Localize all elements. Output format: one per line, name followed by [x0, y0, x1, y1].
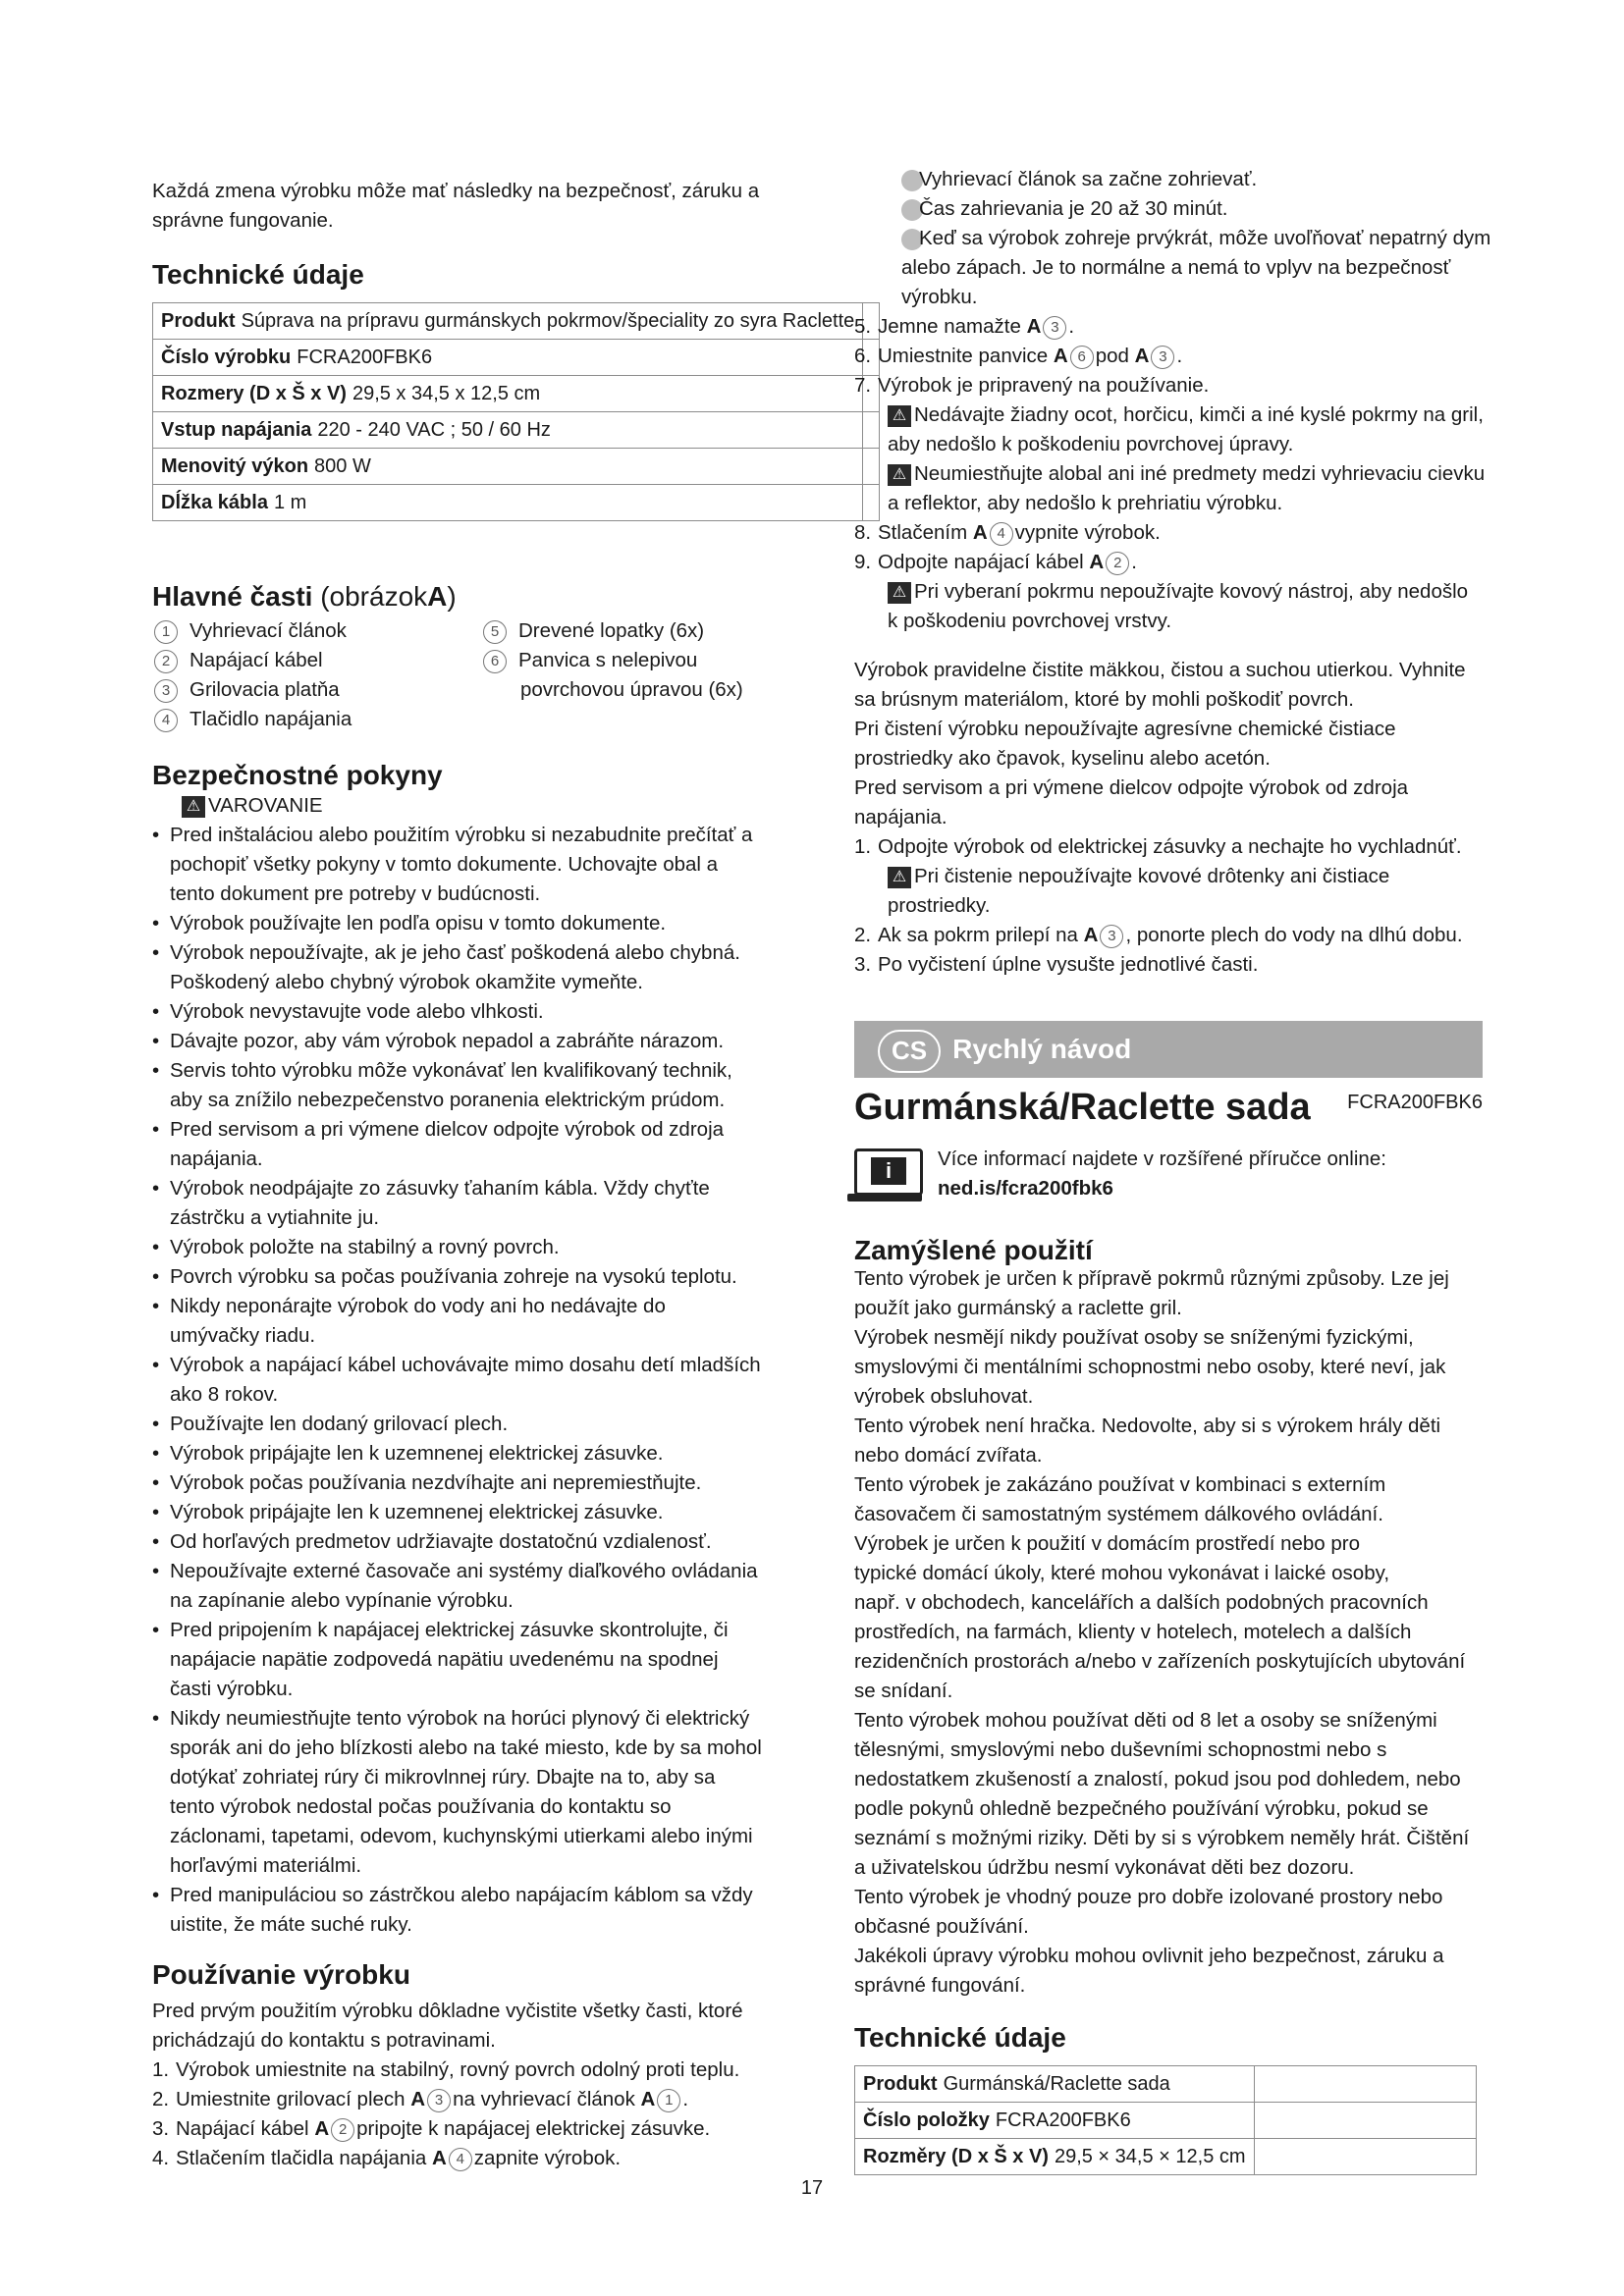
tech-specs-heading: Technické údaje: [152, 259, 364, 290]
part-item: [481, 675, 776, 705]
cleaning-line: Pred servisom a pri výmene dielcov odpojte výrobok od zdroja: [854, 776, 1409, 799]
intended-line: použít jako gurmánský a raclette gril.: [854, 1297, 1182, 1319]
cleaning-line: Pri čistení výrobku nepoužívajte agresívne chemické čistiace: [854, 718, 1396, 740]
intended-line: smyslovými či mentálními schopnostmi nebo osoby, které neví, jak: [854, 1356, 1446, 1378]
cs-tech-label: Číslo položky: [863, 2109, 990, 2131]
bullet-dot: •: [152, 1501, 160, 1523]
safety-line: Výrobok neodpájajte zo zásuvky ťahaním kábla. Vždy chyťte: [170, 1177, 710, 1200]
cs-tech-heading: Technické údaje: [854, 2022, 1066, 2053]
step-number: 2.: [152, 2088, 170, 2110]
heating-note: [901, 224, 1491, 253]
intended-line: seznámí s možnými riziky. Děti by si s výrobkem neměly hrát. Čištění: [854, 1827, 1470, 1849]
reference-number: 3: [154, 679, 178, 703]
step-text: Odpojte napájací kábel: [878, 551, 1084, 573]
warning-icon: ⚠: [888, 582, 911, 604]
main-parts-figure-close: ): [447, 581, 457, 612]
bullet-dot: •: [152, 941, 160, 964]
heating-note: [901, 165, 1483, 194]
step-text: Umiestnite grilovací plech: [176, 2088, 406, 2110]
tech-cell-left: [153, 449, 863, 485]
safety-line: Pred manipuláciou so zástrčkou alebo napájacím káblom sa vždy: [170, 1884, 753, 1906]
step-number: 8.: [854, 521, 872, 544]
safety-line: sporák ani do jeho blízkosti alebo na také miesto, kde by sa mohol: [170, 1736, 762, 1759]
bullet-dot: •: [152, 1295, 160, 1317]
step-text: .: [1131, 551, 1137, 573]
tech-value: 220 - 240 VAC ; 50 / 60 Hz: [317, 419, 551, 441]
safety-line: Povrch výrobku sa počas používania zohreje na vysokú teplotu.: [170, 1265, 737, 1288]
safety-line: Dávajte pozor, aby vám výrobok nepadol a zabráňte nárazom.: [170, 1030, 725, 1052]
cs-tech-value: FCRA200FBK6: [995, 2109, 1131, 2131]
reference-number: 2: [154, 650, 178, 673]
step-text: Stlačením: [878, 521, 968, 544]
safety-line: horľavými materiálmi.: [170, 1854, 362, 1877]
cleaning-line: prostriedky ako čpavok, kyselinu alebo acetón.: [854, 747, 1271, 770]
safety-line: napájania.: [170, 1148, 263, 1170]
cs-tech-cell-left: [855, 2066, 1255, 2103]
cs-tech-cell-left: [855, 2103, 1255, 2139]
part-label: Drevené lopatky (6x): [518, 619, 705, 642]
warning-line: [888, 400, 1483, 430]
step-number: 9.: [854, 551, 872, 573]
note-text: Čas zahrievania je 20 až 30 minút.: [919, 197, 1228, 220]
manual-info-icon-base: [847, 1194, 922, 1201]
bullet-dot: •: [152, 1707, 160, 1730]
main-parts-heading: [152, 579, 457, 614]
bullet-dot: •: [152, 1354, 160, 1376]
bullet-dot: •: [152, 1413, 160, 1435]
warning-text: prostriedky.: [888, 894, 991, 917]
safety-heading: Bezpečnostné pokyny: [152, 760, 443, 790]
intended-line: Výrobek je určen k použití v domácím prostředí nebo pro: [854, 1532, 1361, 1555]
safety-line: Výrobok počas používania nezdvíhajte ani nepremiestňujte.: [170, 1471, 702, 1494]
intended-line: nedostatkem zkušeností a znalostí, pokud jsou pod dohledem, nebo: [854, 1768, 1461, 1790]
safety-line: Výrobok a napájací kábel uchovávajte mimo dosahu detí mladších: [170, 1354, 761, 1376]
safety-line: napájacie napätie zodpovedá napätiu uvedenému na spodnej: [170, 1648, 719, 1671]
tech-cell-left: [153, 485, 863, 521]
intro-text: Každá zmena výrobku môže mať následky na bezpečnosť, záruku a správne fungovanie.: [152, 180, 760, 232]
usage-step: [152, 2056, 776, 2085]
reference-number: 3: [427, 2089, 451, 2112]
safety-line: Používajte len dodaný grilovací plech.: [170, 1413, 509, 1435]
step-text: vypnite výrobok.: [1014, 521, 1161, 544]
cs-tech-row: [855, 2066, 1477, 2103]
warning-icon: ⚠: [888, 464, 911, 486]
cleaning-step: [854, 950, 1483, 980]
tech-cell-left: [153, 303, 863, 340]
cs-tech-row: [855, 2139, 1477, 2175]
safety-line: Výrobok používajte len podľa opisu v tomto dokumente.: [170, 912, 667, 934]
safety-line: Pred pripojením k napájacej elektrickej zásuvke skontrolujte, či: [170, 1619, 729, 1641]
cs-banner: [854, 1021, 1483, 1078]
figure-letter: A: [1089, 551, 1105, 573]
step-number: 3.: [854, 953, 872, 976]
part-item: [152, 705, 776, 734]
warning-icon: ⚠: [888, 405, 911, 427]
reference-number: 5: [483, 620, 507, 644]
warning-line: [888, 891, 1483, 921]
warning-text: Nedávajte žiadny ocot, horčicu, kimči a iné kyslé pokrmy na gril,: [914, 403, 1484, 426]
tech-row: [153, 449, 880, 485]
warning-text: a reflektor, aby nedošlo k prehriatiu výrobku.: [888, 492, 1283, 514]
step-text: Odpojte výrobok od elektrickej zásuvky a nechajte ho vychladnúť.: [878, 835, 1462, 858]
note-text: alebo zápach. Je to normálne a nemá to vplyv na bezpečnosť: [901, 256, 1451, 279]
intended-line: Tento výrobek není hračka. Nedovolte, aby si s výrokem hrály děti: [854, 1415, 1441, 1437]
part-label: Vyhrievací článok: [189, 619, 347, 642]
safety-line: uistite, že máte suché ruky.: [170, 1913, 412, 1936]
figure-letter: A: [314, 2117, 330, 2140]
intended-line: Tento výrobek je zakázáno používat v kombinaci s externím: [854, 1473, 1386, 1496]
cs-tech-cell-right: [1254, 2066, 1476, 2103]
cs-tech-value: Gurmánská/Raclette sada: [943, 2073, 1170, 2095]
info-link[interactable]: ned.is/fcra200fbk6: [938, 1177, 1113, 1200]
bullet-dot: •: [152, 1000, 160, 1023]
part-item: [481, 616, 776, 646]
intended-line: Tento výrobek je vhodný pouze pro dobře izolované prostory nebo: [854, 1886, 1443, 1908]
tech-label: Produkt: [161, 310, 236, 332]
tech-label: Rozmery (D x Š x V): [161, 383, 347, 404]
usage-step: [854, 518, 1483, 548]
warning-line: [888, 459, 1486, 489]
tech-value: 1 m: [273, 492, 307, 513]
bullet-dot: •: [152, 1471, 160, 1494]
usage-step: [854, 342, 1483, 371]
cleaning-line: napájania.: [854, 806, 947, 828]
heating-note: [901, 194, 1483, 224]
cs-tech-cell-left: [855, 2139, 1255, 2175]
safety-line: Výrobok pripájajte len k uzemnenej elektrickej zásuvke.: [170, 1501, 664, 1523]
note-text: výrobku.: [901, 286, 978, 308]
reference-number: 3: [1043, 316, 1066, 340]
tech-specs-table: [152, 302, 880, 521]
warning-line: [888, 430, 1483, 459]
heating-note: [901, 283, 1483, 312]
part-label: Tlačidlo napájania: [189, 708, 352, 730]
safety-line: Výrobok nepoužívajte, ak je jeho časť poškodená alebo chybná.: [170, 941, 740, 964]
intended-use-heading: Zamýšlené použití: [854, 1235, 1093, 1265]
warning-line: [888, 862, 1483, 891]
safety-line: dotýkať zohriatej rúry či mikrovlnnej rúry. Dbajte na to, aby sa: [170, 1766, 716, 1789]
cs-tech-label: Produkt: [863, 2073, 938, 2095]
cleaning-step: [854, 832, 1483, 862]
intended-line: občasné používání.: [854, 1915, 1029, 1938]
tech-row: [153, 340, 880, 376]
safety-line: Poškodený alebo chybný výrobok okamžite vymeňte.: [170, 971, 644, 993]
safety-line: Pred inštaláciou alebo použitím výrobku si nezabudnite prečítať a: [170, 824, 753, 846]
cs-tech-label: Rozměry (D x Š x V): [863, 2146, 1049, 2167]
usage-step: [152, 2085, 776, 2114]
cs-tech-value: 29,5 × 34,5 × 12,5 cm: [1054, 2146, 1246, 2167]
reference-number: 4: [449, 2148, 472, 2171]
tech-cell-left: [153, 412, 863, 449]
bullet-dot: •: [152, 1560, 160, 1582]
reference-number: 2: [331, 2118, 354, 2142]
reference-number: 1: [154, 620, 178, 644]
warning-text: Neumiestňujte alobal ani iné predmety medzi vyhrievaciu cievku: [914, 462, 1486, 485]
bullet-dot: •: [152, 1177, 160, 1200]
step-text: Výrobok umiestnite na stabilný, rovný povrch odolný proti teplu.: [176, 2058, 740, 2081]
intended-line: se snídaní.: [854, 1680, 953, 1702]
safety-line: ako 8 rokov.: [170, 1383, 279, 1406]
step-text: zapnite výrobok.: [473, 2147, 622, 2169]
tech-label: Menovitý výkon: [161, 455, 309, 477]
cs-banner-title: Rychlý návod: [952, 1034, 1132, 1064]
figure-letter: A: [640, 2088, 656, 2110]
part-label: Napájací kábel: [189, 649, 323, 671]
page-number: 17: [800, 2177, 824, 2199]
usage-step: [854, 548, 1483, 577]
reference-number: 2: [1106, 552, 1129, 575]
cs-tech-cell-right: [1254, 2103, 1476, 2139]
tech-cell-right: [863, 449, 880, 485]
safety-line: Nikdy neponárajte výrobok do vody ani ho nedávajte do: [170, 1295, 666, 1317]
reference-number: 4: [154, 709, 178, 732]
intended-line: podle pokynů ohledně bezpečného používání výrobku, pokud se: [854, 1797, 1429, 1820]
safety-line: pochopiť všetky pokyny v tomto dokumente. Uchovajte obal a: [170, 853, 719, 876]
warning-row: [152, 791, 776, 821]
step-text: .: [682, 2088, 689, 2110]
warning-text: Pri čistenie nepoužívajte kovové drôtenky ani čistiace: [914, 865, 1390, 887]
safety-line: časti výrobku.: [170, 1678, 294, 1700]
tech-cell-left: [153, 340, 863, 376]
cleaning-step: [854, 921, 1483, 950]
intended-line: tělesnými, smyslovými nebo duševními schopnostmi nebo s: [854, 1738, 1387, 1761]
figure-letter: A: [1083, 924, 1099, 946]
step-text: .: [1176, 345, 1183, 367]
warning-text: k poškodeniu povrchovej vrstvy.: [888, 610, 1172, 632]
tech-label: Vstup napájania: [161, 419, 312, 441]
intended-line: rezidenčních prostorách a/nebo v zařízeních poskytujících ubytování: [854, 1650, 1466, 1673]
warning-line: [888, 607, 1483, 636]
step-text: , ponorte plech do vody na dlhú dobu.: [1125, 924, 1463, 946]
part-label: povrchovou úpravou (6x): [520, 678, 743, 701]
safety-line: Nikdy neumiestňujte tento výrobok na horúci plynový či elektrický: [170, 1707, 750, 1730]
part-item: [481, 646, 776, 675]
safety-line: Výrobok nevystavujte vode alebo vlhkosti.: [170, 1000, 544, 1023]
warning-icon: ⚠: [182, 796, 205, 818]
warning-text: aby nedošlo k poškodeniu povrchovej úpravy.: [888, 433, 1294, 455]
reference-number: 6: [483, 650, 507, 673]
intended-line: Tento výrobek je určen k přípravě pokrmů různými způsoby. Lze jej: [854, 1267, 1449, 1290]
safety-line: Servis tohto výrobku môže vykonávať len kvalifikovaný technik,: [170, 1059, 732, 1082]
figure-letter: A: [410, 2088, 426, 2110]
cleaning-line: sa brúsnym materiálom, ktoré by mohli poškodiť povrch.: [854, 688, 1354, 711]
bullet-dot: •: [152, 1059, 160, 1082]
safety-line: Od horľavých predmetov udržiavajte dostatočnú vzdialenosť.: [170, 1530, 712, 1553]
safety-line: umývačky riadu.: [170, 1324, 316, 1347]
intended-line: Výrobek nesmějí nikdy používat osoby se sníženými fyzickými,: [854, 1326, 1414, 1349]
warning-icon: ⚠: [888, 867, 911, 888]
cs-product-title: Gurmánská/Raclette sada: [854, 1087, 1311, 1128]
bullet-dot: •: [152, 1619, 160, 1641]
tech-cell-right: [863, 412, 880, 449]
part-label: Grilovacia platňa: [189, 678, 340, 701]
note-text: Keď sa výrobok zohreje prvýkrát, môže uvoľňovať nepatrný dym: [919, 227, 1491, 249]
safety-line: Nepoužívajte externé časovače ani systémy diaľkového ovládania: [170, 1560, 758, 1582]
safety-line: Výrobok pripájajte len k uzemnenej elektrickej zásuvke.: [170, 1442, 664, 1465]
cs-tech-table: [854, 2065, 1477, 2175]
safety-line: aby sa znížilo nebezpečenstvo poranenia elektrickým prúdom.: [170, 1089, 726, 1111]
step-text: .: [1068, 315, 1075, 338]
step-text: Ak sa pokrm prilepí na: [878, 924, 1078, 946]
reference-number: 3: [1151, 346, 1174, 369]
intended-line: typické domácí úkoly, které mohou vykonávat i laické osoby,: [854, 1562, 1390, 1584]
usage-step: [854, 371, 1483, 400]
safety-line: Výrobok položte na stabilný a rovný povrch.: [170, 1236, 560, 1258]
figure-letter: A: [1026, 315, 1042, 338]
intended-line: Jakékoli úpravy výrobku mohou ovlivnit jeho bezpečnost, záruku a: [854, 1945, 1444, 1967]
tech-value: Súprava na prípravu gurmánskych pokrmov/špeciality zo syra Raclette: [241, 310, 855, 332]
reference-number: 3: [1100, 925, 1123, 948]
step-text: pripojte k napájacej elektrickej zásuvke.: [356, 2117, 711, 2140]
main-parts-figure: (obrázok: [320, 581, 428, 612]
usage-step: [854, 312, 1483, 342]
step-number: 1.: [854, 835, 872, 858]
reference-number: 1: [657, 2089, 680, 2112]
step-text: Napájací kábel: [176, 2117, 309, 2140]
usage-step: [152, 2114, 776, 2144]
safety-line: Pred servisom a pri výmene dielcov odpojte výrobok od zdroja: [170, 1118, 725, 1141]
tech-label: Číslo výrobku: [161, 347, 292, 368]
step-text: Umiestnite panvice: [878, 345, 1049, 367]
heating-note: [901, 253, 1483, 283]
intended-line: časovačem či samostatným systémem dálkového ovládání.: [854, 1503, 1383, 1525]
cs-model-number: FCRA200FBK6: [1347, 1092, 1483, 1113]
tech-value: 29,5 x 34,5 x 12,5 cm: [352, 383, 541, 404]
warning-line: [888, 577, 1483, 607]
figure-letter: A: [431, 2147, 447, 2169]
main-parts-title: Hlavné časti: [152, 581, 313, 612]
manual-info-icon: i: [854, 1148, 923, 1196]
warning-line: [888, 489, 1483, 518]
safety-line: tento dokument pre potreby v budúcnosti.: [170, 882, 541, 905]
figure-letter: A: [1053, 345, 1068, 367]
intended-line: Tento výrobek mohou používat děti od 8 let a osoby se sníženými: [854, 1709, 1437, 1732]
bullet-dot: •: [152, 1118, 160, 1141]
usage-heading: Používanie výrobku: [152, 1959, 410, 1990]
tech-row: [153, 376, 880, 412]
intended-line: prostředích, na farmách, klienty v hotelech, motelech a dalších: [854, 1621, 1412, 1643]
step-number: 3.: [152, 2117, 170, 2140]
bullet-dot: •: [152, 1884, 160, 1906]
part-label: Panvica s nelepivou: [518, 649, 698, 671]
bullet-dot: •: [152, 1236, 160, 1258]
info-text: Více informací najdete v rozšířené příručce online:: [938, 1148, 1386, 1170]
intended-line: výrobek obsluhovat.: [854, 1385, 1034, 1408]
usage-step: [152, 2144, 776, 2173]
tech-label: Dĺžka kábla: [161, 492, 268, 513]
step-number: 7.: [854, 374, 872, 397]
step-text: Po vyčistení úplne vysušte jednotlivé časti.: [878, 953, 1259, 976]
cs-tech-row: [855, 2103, 1477, 2139]
intended-line: správné fungování.: [854, 1974, 1026, 1997]
note-text: Vyhrievací článok sa začne zohrievať.: [919, 168, 1258, 190]
bullet-dot: •: [152, 824, 160, 846]
step-number: 5.: [854, 315, 872, 338]
step-text: Stlačením tlačidla napájania: [176, 2147, 427, 2169]
step-number: 4.: [152, 2147, 170, 2169]
step-text: Jemne namažte: [878, 315, 1021, 338]
reference-number: 6: [1070, 346, 1094, 369]
intended-line: např. v obchodech, kancelářích a dalších podobných pracovních: [854, 1591, 1429, 1614]
figure-letter: A: [972, 521, 988, 544]
bullet-dot: •: [152, 1030, 160, 1052]
warning-label: VAROVANIE: [208, 794, 323, 817]
bullet-dot: •: [152, 912, 160, 934]
figure-letter: A: [1134, 345, 1150, 367]
bullet-dot: •: [152, 1442, 160, 1465]
bullet-dot: •: [152, 1530, 160, 1553]
step-number: 6.: [854, 345, 872, 367]
bullet-dot: •: [152, 1265, 160, 1288]
tech-row: [153, 485, 880, 521]
safety-line: tento výrobok nedostal počas používania do kontaktu so: [170, 1795, 672, 1818]
step-number: 1.: [152, 2058, 170, 2081]
usage-intro-line: prichádzajú do kontaktu s potravinami.: [152, 2029, 496, 2052]
step-text: Výrobok je pripravený na používanie.: [878, 374, 1210, 397]
tech-cell-left: [153, 376, 863, 412]
reference-number: 4: [990, 522, 1013, 546]
safety-line: zástrčku a vytiahnite ju.: [170, 1206, 380, 1229]
safety-line: záclonami, tapetami, odevom, kuchynskými utierkami alebo inými: [170, 1825, 753, 1847]
tech-row: [153, 303, 880, 340]
cs-language-badge: CS: [878, 1030, 941, 1073]
cs-tech-cell-right: [1254, 2139, 1476, 2175]
tech-cell-right: [863, 485, 880, 521]
step-number: 2.: [854, 924, 872, 946]
tech-value: 800 W: [314, 455, 371, 477]
step-text: pod: [1095, 345, 1129, 367]
warning-text: Pri vyberaní pokrmu nepoužívajte kovový nástroj, aby nedošlo: [914, 580, 1469, 603]
intended-line: a uživatelskou údržbu nesmí vykonávat děti bez dozoru.: [854, 1856, 1355, 1879]
main-parts-figure-letter: A: [427, 581, 448, 612]
usage-intro-line: Pred prvým použitím výrobku dôkladne vyčistite všetky časti, ktoré: [152, 2000, 743, 2022]
step-text: na vyhrievací článok: [453, 2088, 635, 2110]
intended-line: nebo domácí zvířata.: [854, 1444, 1043, 1467]
tech-row: [153, 412, 880, 449]
safety-line: na zapínanie alebo vypínanie výrobku.: [170, 1589, 514, 1612]
tech-value: FCRA200FBK6: [297, 347, 433, 368]
cleaning-line: Výrobok pravidelne čistite mäkkou, čistou a suchou utierkou. Vyhnite: [854, 659, 1466, 681]
